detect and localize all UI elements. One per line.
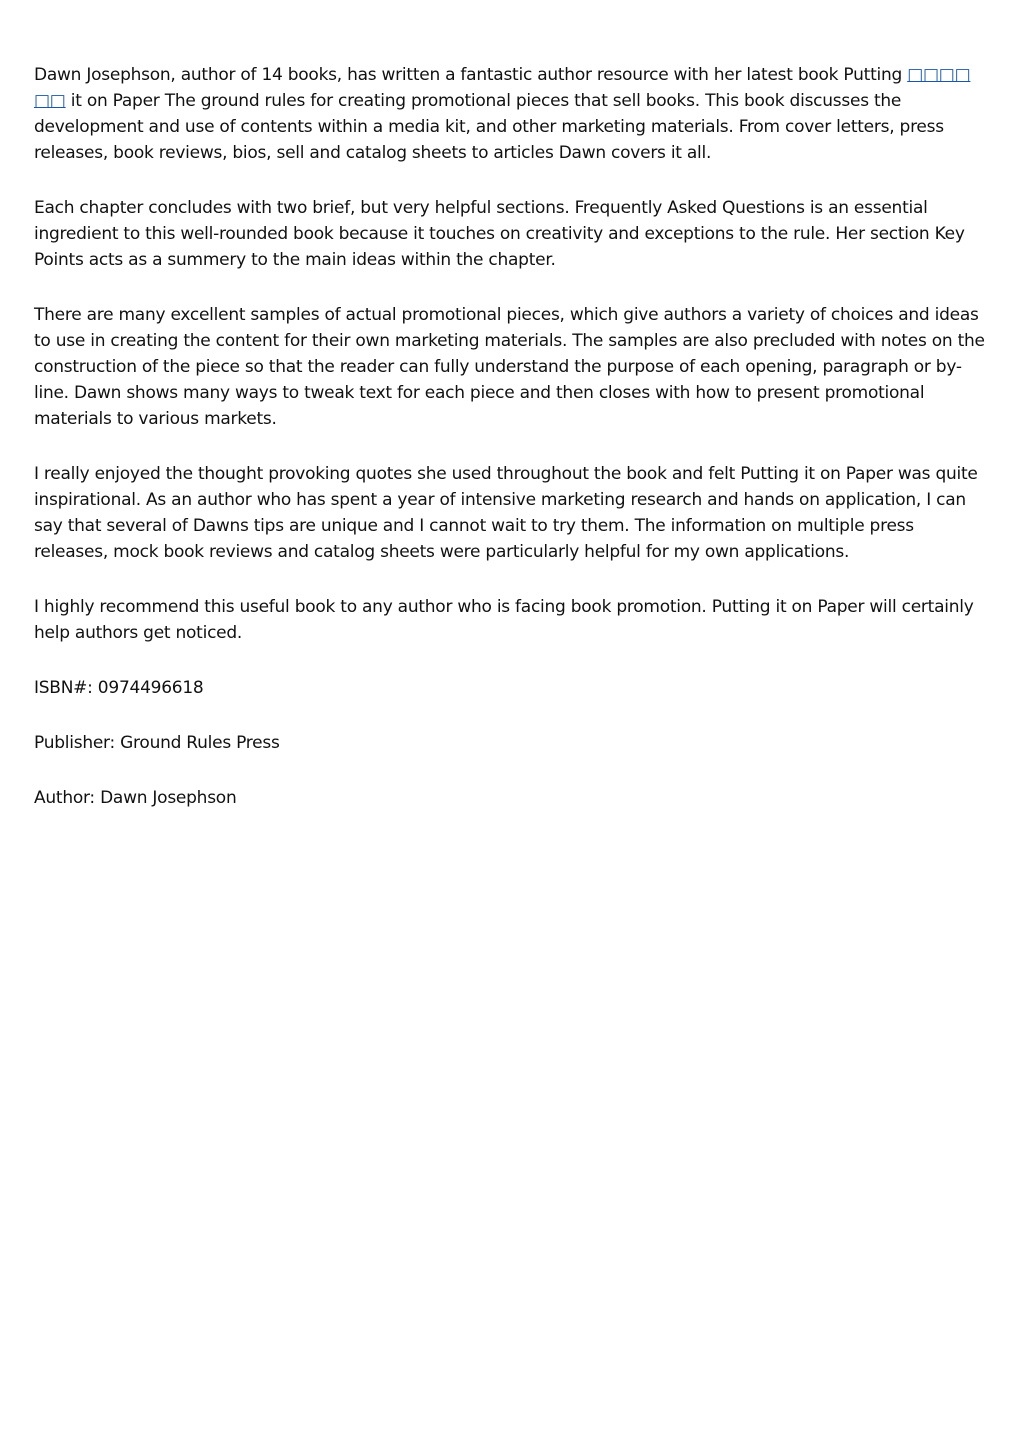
review-paragraph-opinion: I really enjoyed the thought provoking quotes she used throughout the book and felt Putting it on Paper was quite inspirational. As an author who has spent a year of intensive marketing research and hands on application, I can say that several of Dawns tips are unique and I cannot wait to try them. The information on multiple press releases, mock book reviews and catalog sheets were particularly helpful for my own applications. <box>34 464 978 562</box>
isbn-line: ISBN#: 0974496618 <box>34 678 204 698</box>
review-paragraph-recommendation: I highly recommend this useful book to any author who is facing book promotion. Putting it on Paper will certainly help authors get noticed. <box>34 597 974 643</box>
review-paragraph-samples: There are many excellent samples of actual promotional pieces, which give authors a variety of choices and ideas to use in creating the content for their own marketing materials. The samples are also precluded with notes on the construction of the piece so that the reader can fully understand the purpose of each opening, paragraph or by-line. Dawn shows many ways to tweak text for each piece and then closes with how to present promotional materials to various markets. <box>34 305 985 429</box>
book-title-link[interactable]: □□□□ □□ <box>34 65 971 111</box>
review-document <box>34 62 992 840</box>
publisher-line: Publisher: Ground Rules Press <box>34 733 280 753</box>
review-paragraph-intro <box>34 62 992 166</box>
author-line: Author: Dawn Josephson <box>34 788 237 808</box>
intro-text-after-link: it on Paper The ground rules for creating promotional pieces that sell books. This book discusses the development and use of contents within a media kit, and other marketing materials. From cover letters, press releases, book reviews, bios, sell and catalog sheets to articles Dawn covers it all. <box>34 91 944 163</box>
intro-text-before-link: Dawn Josephson, author of 14 books, has written a fantastic author resource with her latest book Putting <box>34 65 908 85</box>
review-paragraph-chapters: Each chapter concludes with two brief, but very helpful sections. Frequently Asked Questions is an essential ingredient to this well-rounded book because it touches on creativity and exceptions to the rule. Her section Key Points acts as a summery to the main ideas within the chapter. <box>34 198 965 270</box>
